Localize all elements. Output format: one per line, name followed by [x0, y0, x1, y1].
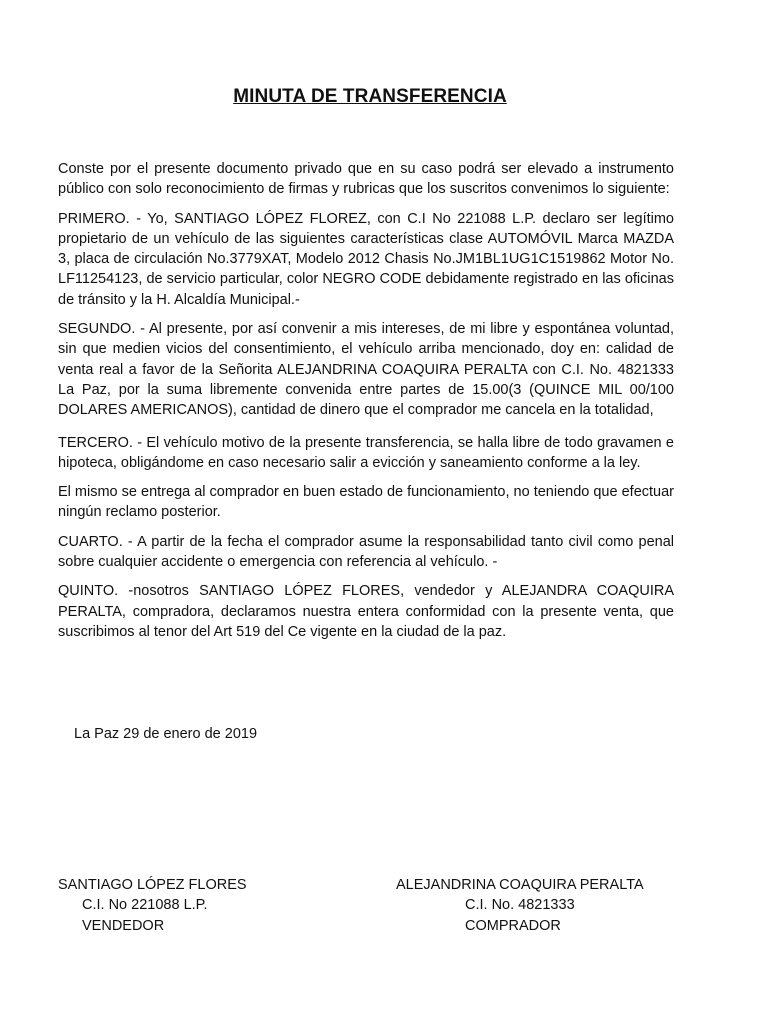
seller-role: VENDEDOR: [82, 917, 165, 934]
paragraph-segundo: SEGUNDO. - Al presente, por así convenir a mis intereses, de mi libre y espontánea voluntad, sin que medien vicios del consentimiento, el vehículo arriba mencionado, doy en: calidad de venta real a favor de la Señorita ALEJANDRINA COAQUIRA PERALTA con C.I. No. 4821333 La Paz, por la suma libremente convenida entre partes de 15.00(3 (QUINCE MIL 00/100 DOLARES AMERICANOS), cantidad de dinero que el comprador me cancela en la totalidad,: [58, 321, 674, 419]
buyer-name: ALEJANDRINA COAQUIRA PERALTA: [396, 877, 644, 893]
buyer-id: C.I. No. 4821333: [465, 897, 575, 914]
document-body: [58, 159, 674, 651]
signature-block-seller: [58, 875, 247, 936]
date-line: La Paz 29 de enero de 2019: [74, 726, 258, 742]
signature-block-buyer: [396, 875, 644, 936]
paragraph-estado: El mismo se entrega al comprador en buen estado de funcionamiento, no teniendo que efectuar ningún reclamo posterior.: [58, 484, 674, 521]
buyer-role: COMPRADOR: [465, 917, 561, 934]
seller-id: C.I. No 221088 L.P.: [82, 897, 208, 914]
document-title: MINUTA DE TRANSFERENCIA: [233, 86, 507, 107]
paragraph-quinto: QUINTO. -nosotros SANTIAGO LÓPEZ FLORES, vendedor y ALEJANDRA COAQUIRA PERALTA, compradora, declaramos nuestra entera conformidad con la presente venta, que suscribimos al tenor del Art 519 del Ce vigente en la ciudad de la paz.: [58, 583, 674, 640]
paragraph-intro: Conste por el presente documento privado que en su caso podrá ser elevado a instrumento público con solo reconocimiento de firmas y rubricas que los suscritos convenimos lo siguiente:: [58, 161, 674, 198]
paragraph-cuarto: CUARTO. - A partir de la fecha el comprador asume la responsabilidad tanto civil como penal sobre cualquier accidente o emergencia con referencia al vehículo. -: [58, 533, 674, 571]
seller-name: SANTIAGO LÓPEZ FLORES: [58, 877, 247, 893]
paragraph-primero: PRIMERO. - Yo, SANTIAGO LÓPEZ FLOREZ, con C.I No 221088 L.P. declaro ser legítimo propietario de un vehículo de las siguientes características clase AUTOMÓVIL Marca MAZDA 3, placa de circulación No.3779XAT, Modelo 2012 Chasis No.JM1BL1UG1C1519862 Motor No. LF11254123, de servicio particular, color NEGRO CODE debidamente registrado en las oficinas de tránsito y la H. Alcaldía Municipal.-: [58, 210, 674, 308]
paragraph-tercero: TERCERO. - El vehículo motivo de la presente transferencia, se halla libre de todo gravamen e hipoteca, obligándome en caso necesario salir a evicción y saneamiento conforme a la ley.: [58, 434, 674, 471]
